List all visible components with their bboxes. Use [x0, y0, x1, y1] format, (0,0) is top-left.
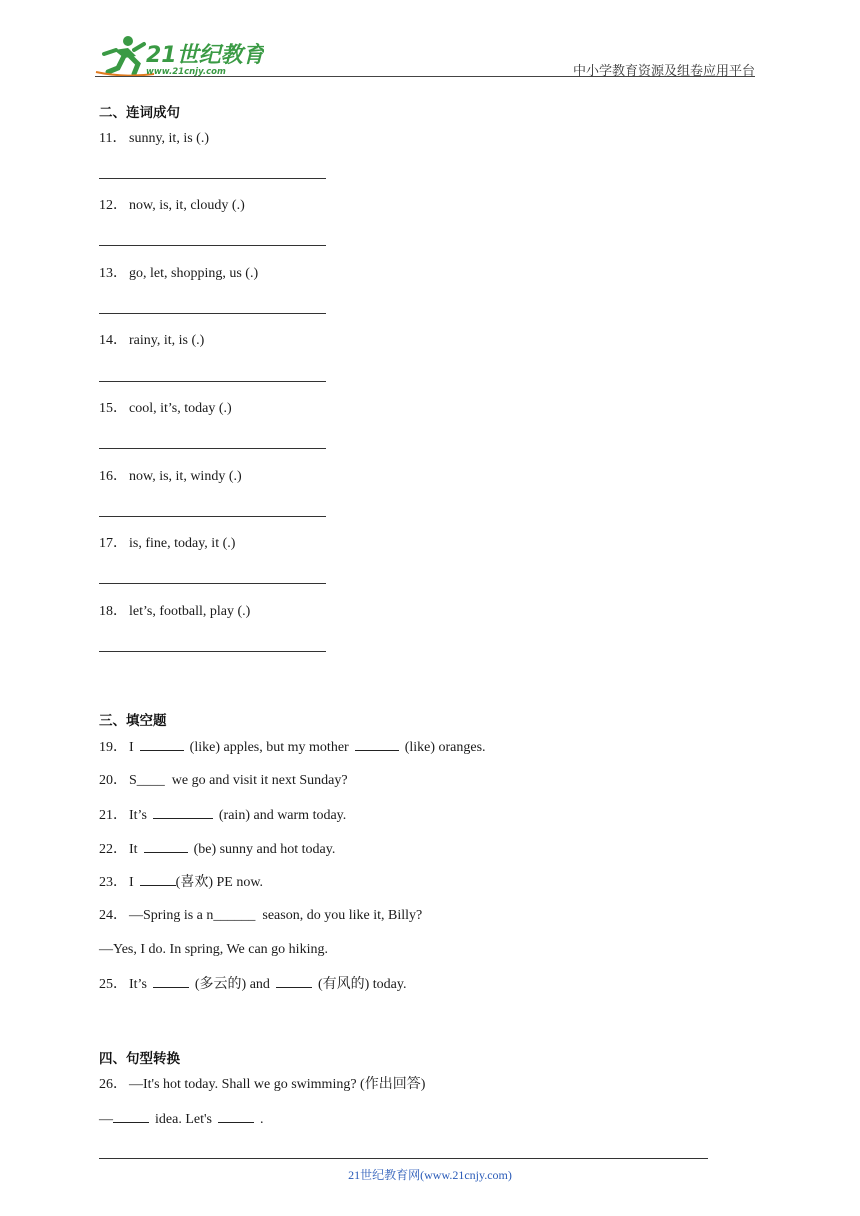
blank-field[interactable] [355, 738, 399, 751]
question-12 [99, 197, 245, 215]
question-text: idea. Let's [155, 1112, 212, 1127]
question-text: — [99, 1112, 113, 1127]
blank-field[interactable] [140, 738, 184, 751]
question-text: (喜欢) PE now. [175, 875, 264, 890]
answer-line-14[interactable] [99, 381, 326, 382]
blank-field[interactable] [218, 1110, 254, 1123]
question-text: (多云的) and [194, 977, 270, 992]
question-13 [99, 265, 258, 283]
question-number: 16． [99, 469, 127, 484]
svg-text:21世纪教育: 21世纪教育 [146, 43, 264, 68]
question-number: 18． [99, 604, 127, 619]
question-number: 19． [99, 740, 127, 755]
answer-line-12[interactable] [99, 245, 326, 246]
question-text: (like) apples, but my mother [189, 740, 349, 755]
footer-divider [99, 1158, 708, 1159]
question-22 [99, 840, 335, 859]
question-text: now, is, it, windy (.) [129, 469, 242, 484]
site-logo [94, 34, 264, 78]
question-number: 22． [99, 842, 127, 857]
question-text: let’s, football, play (.) [129, 604, 251, 619]
header-divider [95, 76, 755, 77]
question-text: —It's hot today. Shall we go swimming? (作出回答) [129, 1077, 426, 1092]
question-17 [99, 535, 235, 553]
answer-line-13[interactable] [99, 313, 326, 314]
question-number: 17． [99, 536, 127, 551]
answer-line-17[interactable] [99, 583, 326, 584]
question-text: we go and visit it next Sunday? [171, 773, 348, 788]
question-text: (有风的) today. [317, 977, 407, 992]
section-heading-2: 二、连词成句 [99, 105, 180, 121]
question-text: is, fine, today, it (.) [129, 536, 236, 551]
answer-line-16[interactable] [99, 516, 326, 517]
question-18 [99, 603, 250, 621]
question-text: I [129, 875, 134, 890]
section-heading-3: 三、填空题 [99, 713, 167, 729]
question-number: 13． [99, 266, 127, 281]
question-text: now, is, it, cloudy (.) [129, 198, 245, 213]
question-number: 20． [99, 773, 127, 788]
question-number: 24． [99, 908, 127, 923]
question-number: 25． [99, 977, 127, 992]
question-14 [99, 332, 204, 350]
question-15 [99, 400, 232, 418]
question-text: rainy, it, is (.) [129, 333, 205, 348]
blank-field[interactable] [153, 975, 189, 988]
question-19 [99, 738, 486, 757]
question-text: It’s [129, 977, 147, 992]
question-11 [99, 130, 209, 148]
question-20 [99, 772, 348, 790]
question-text: (rain) and warm today. [218, 808, 347, 823]
blank-field[interactable] [140, 873, 176, 886]
blank-field[interactable] [113, 1110, 149, 1123]
question-number: 15． [99, 401, 127, 416]
question-text: I [129, 740, 134, 755]
question-text: (like) oranges. [404, 740, 486, 755]
answer-line-18[interactable] [99, 651, 326, 652]
section-heading-4: 四、句型转换 [99, 1051, 180, 1067]
site-name: 中小学教育资源及组卷应用平台 [572, 63, 755, 78]
blank-field[interactable] [144, 840, 188, 853]
question-26-reply [99, 1110, 263, 1129]
question-number: 12． [99, 198, 127, 213]
question-text: . [259, 1112, 264, 1127]
question-text: go, let, shopping, us (.) [129, 266, 259, 281]
question-number: 11． [99, 131, 127, 146]
footer-link[interactable]: 21世纪教育网(www.21cnjy.com) [348, 1168, 512, 1182]
svg-text:www.21cnjy.com: www.21cnjy.com [146, 67, 226, 77]
question-number: 23． [99, 875, 127, 890]
question-25 [99, 975, 406, 994]
question-16 [99, 468, 242, 486]
runner-icon [94, 34, 264, 78]
blank-field[interactable] [153, 806, 213, 819]
question-text: —Spring is a n______ [129, 908, 256, 923]
blank-field[interactable] [276, 975, 312, 988]
question-text: season, do you like it, Billy? [262, 908, 423, 923]
question-24-reply: —Yes, I do. In spring, We can go hiking. [99, 942, 328, 957]
question-text: It [129, 842, 138, 857]
question-number: 26． [99, 1077, 127, 1092]
question-text: (be) sunny and hot today. [193, 842, 336, 857]
question-23 [99, 873, 263, 892]
answer-line-15[interactable] [99, 448, 326, 449]
question-number: 21． [99, 808, 127, 823]
question-number: 14． [99, 333, 127, 348]
question-text: cool, it’s, today (.) [129, 401, 232, 416]
question-24 [99, 907, 422, 925]
question-26 [99, 1076, 425, 1094]
question-21 [99, 806, 346, 825]
question-text: S____ [129, 773, 165, 788]
question-text: sunny, it, is (.) [129, 131, 209, 146]
question-text: It’s [129, 808, 147, 823]
answer-line-11[interactable] [99, 178, 326, 179]
